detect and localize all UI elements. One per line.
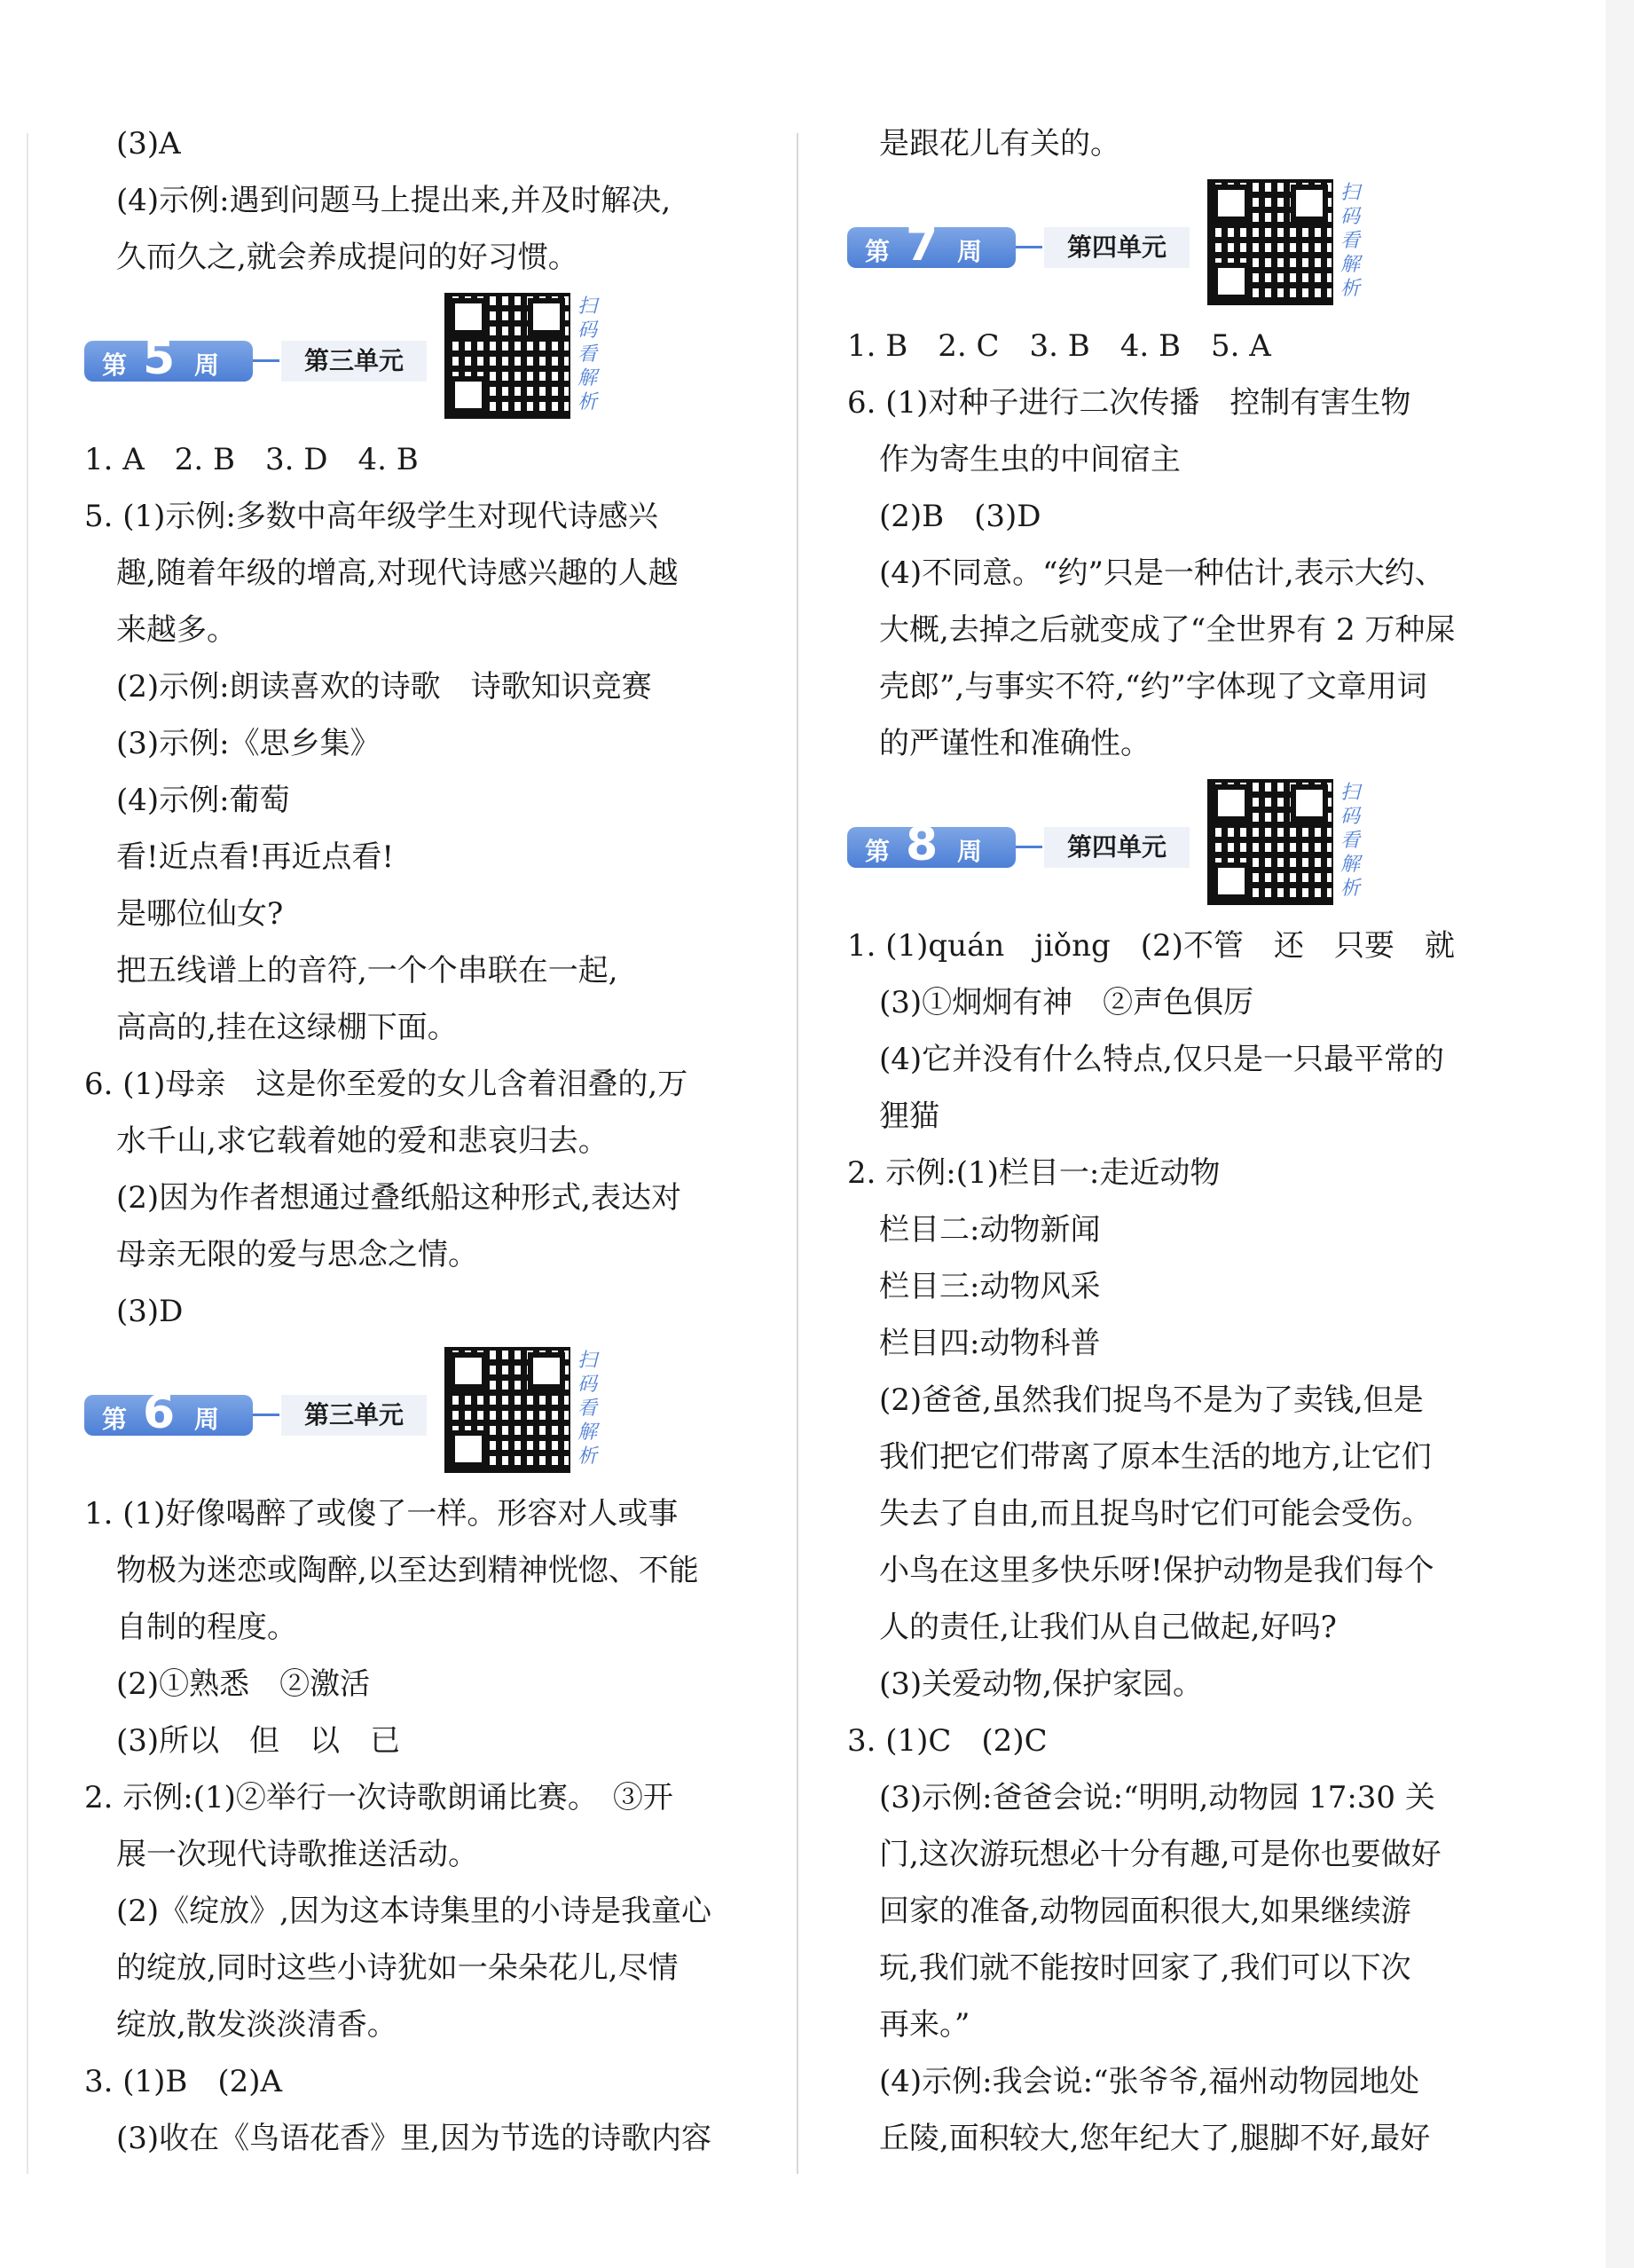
answer-line: 趣,随着年级的增高,对现代诗感兴趣的人越 [116, 555, 679, 591]
answer-line: (3)A [116, 126, 181, 161]
answer-line: (4)示例:我会说:“张爷爷,福州动物园地处 [879, 2064, 1420, 2099]
answer-line: 小鸟在这里多快乐呀!保护动物是我们每个 [879, 1553, 1434, 1588]
answer-line: (4)示例:遇到问题马上提出来,并及时解决, [116, 183, 672, 218]
left-top-lines [84, 115, 741, 286]
answer-line: (4)它并没有什么特点,仅只是一只最平常的 [879, 1042, 1444, 1077]
unit-label: 第三单元 [281, 341, 427, 382]
answer-line: 的绽放,同时这些小诗犹如一朵朵花儿,尽情 [116, 1950, 679, 1986]
answer-line: 2. 示例:(1)②举行一次诗歌朗诵比赛。 ③开 [84, 1780, 673, 1815]
answer-line: 丘陵,面积较大,您年纪大了,腿脚不好,最好 [879, 2121, 1431, 2156]
answer-line: 狸猫 [879, 1099, 939, 1134]
answer-line: 母亲无限的爱与思念之情。 [116, 1237, 478, 1272]
answer-line: (2)①熟悉 ②激活 [116, 1666, 371, 1702]
week-badge [84, 332, 253, 385]
answer-line: 3. (1)B (2)A [84, 2064, 283, 2099]
qr-code-icon[interactable] [1207, 779, 1333, 905]
answer-line: (3)示例:爸爸会说:“明明,动物园 17:30 关 [879, 1780, 1435, 1815]
week-6-answers [84, 1485, 741, 2167]
week-label-di: 第 [102, 1405, 128, 1434]
answer-line: 是跟花儿有关的。 [879, 126, 1120, 161]
qr-code-icon[interactable] [1207, 179, 1333, 305]
answer-line: 水千山,求它载着她的爱和悲哀归去。 [116, 1123, 609, 1159]
answer-line: 1. B 2. C 3. B 4. B 5. A [847, 328, 1271, 364]
badge-connector [1016, 246, 1042, 248]
answer-line: (3)①炯炯有神 ②声色俱厉 [879, 985, 1254, 1020]
answer-line: 看!近点看!再近点看! [116, 839, 394, 875]
answer-line: 是哪位仙女? [116, 896, 284, 932]
answer-line: 作为寄生虫的中间宿主 [879, 442, 1181, 477]
week-8-answers [847, 917, 1521, 2167]
answer-line: 久而久之,就会养成提问的好习惯。 [116, 240, 578, 275]
scan-hint: 扫码看解析 [1340, 782, 1361, 900]
answer-line: 我们把它们带离了原本生活的地方,让它们 [879, 1439, 1432, 1475]
answer-line: (2)《绽放》,因为这本诗集里的小诗是我童心 [116, 1894, 711, 1929]
answer-line: 1. A 2. B 3. D 4. B [84, 442, 419, 477]
answer-line: 6. (1)对种子进行二次传播 控制有害生物 [847, 385, 1411, 421]
unit-label: 第四单元 [1044, 827, 1190, 868]
answer-line: (3)收在《鸟语花香》里,因为节选的诗歌内容 [116, 2121, 711, 2156]
answer-line: 1. (1)quán jiǒng (2)不管 还 只要 就 [847, 928, 1455, 964]
answer-line: (4)不同意。“约”只是一种估计,表示大约、 [879, 555, 1445, 591]
answer-line: 大概,去掉之后就变成了“全世界有 2 万种屎 [879, 612, 1456, 648]
week-label-di: 第 [102, 350, 128, 380]
answer-line: (3)关爱动物,保护家园。 [879, 1666, 1203, 1702]
week-badge [847, 218, 1016, 272]
answer-line: 来越多。 [116, 612, 237, 648]
answer-line: 的严谨性和准确性。 [879, 726, 1151, 761]
answer-line: 玩,我们就不能按时回家了,我们可以下次 [879, 1950, 1411, 1986]
answer-line: 展一次现代诗歌推送活动。 [116, 1837, 478, 1872]
answer-line: 高高的,挂在这绿棚下面。 [116, 1010, 458, 1045]
scan-hint: 扫码看解析 [577, 295, 598, 413]
week-label-di: 第 [865, 837, 891, 866]
column-divider [797, 133, 798, 2174]
week-label-zhou: 周 [957, 237, 983, 266]
week-6-header [84, 1347, 741, 1480]
left-column [84, 115, 741, 2167]
answer-line: 栏目四:动物科普 [879, 1326, 1101, 1361]
badge-connector [1016, 846, 1042, 848]
week-8-header [847, 779, 1521, 912]
week-label-zhou: 周 [194, 1405, 220, 1434]
answer-line: (3)示例:《思乡集》 [116, 726, 381, 761]
answer-line: (2)B (3)D [879, 499, 1041, 534]
week-label-di: 第 [865, 237, 891, 266]
scan-hint: 扫码看解析 [1340, 182, 1361, 300]
answer-line: (3)D [116, 1294, 184, 1329]
answer-line: 3. (1)C (2)C [847, 1723, 1048, 1759]
answer-line: 壳郎”,与事实不符,“约”字体现了文章用词 [879, 669, 1427, 705]
answer-line: 再来。” [879, 2007, 970, 2043]
week-label-zhou: 周 [194, 350, 220, 380]
week-badge [847, 818, 1016, 871]
answer-line: 绽放,散发淡淡清香。 [116, 2007, 397, 2043]
answer-line: 2. 示例:(1)栏目一:走近动物 [847, 1155, 1221, 1191]
week-7-answers [847, 318, 1521, 772]
qr-code-icon[interactable] [444, 293, 570, 419]
answer-line: 失去了自由,而且捉鸟时它们可能会受伤。 [879, 1496, 1432, 1532]
week-5-header [84, 293, 741, 426]
week-number: 5 [143, 332, 176, 385]
answer-line: (2)示例:朗读喜欢的诗歌 诗歌知识竞赛 [116, 669, 652, 705]
answer-line: 回家的准备,动物园面积很大,如果继续游 [879, 1894, 1411, 1929]
week-label-zhou: 周 [957, 837, 983, 866]
right-column [847, 115, 1521, 2167]
answer-line: 栏目三:动物风采 [879, 1269, 1101, 1304]
answer-line: 把五线谱上的音符,一个个串联在一起, [116, 953, 618, 988]
unit-label: 第四单元 [1044, 227, 1190, 268]
week-7-header [847, 179, 1521, 312]
answer-line: 人的责任,让我们从自己做起,好吗? [879, 1610, 1337, 1645]
answer-line: (2)爸爸,虽然我们捉鸟不是为了卖钱,但是 [879, 1382, 1424, 1418]
answer-line: 物极为迷恋或陶醉,以至达到精神恍惚、不能 [116, 1553, 699, 1588]
week-5-answers [84, 431, 741, 1340]
week-badge [84, 1386, 253, 1439]
answer-line: 1. (1)好像喝醉了或傻了一样。形容对人或事 [84, 1496, 679, 1532]
week-number: 7 [906, 218, 939, 272]
right-top-lines [847, 115, 1521, 172]
answer-line: 门,这次游玩想必十分有趣,可是你也要做好 [879, 1837, 1442, 1872]
qr-code-icon[interactable] [444, 1347, 570, 1473]
week-number: 6 [143, 1386, 176, 1439]
answer-line: 6. (1)母亲 这是你至爱的女儿含着泪叠的,万 [84, 1067, 688, 1102]
scan-hint: 扫码看解析 [577, 1350, 598, 1468]
answer-line: 5. (1)示例:多数中高年级学生对现代诗感兴 [84, 499, 658, 534]
left-margin-rule [27, 133, 28, 2174]
badge-connector [253, 359, 279, 362]
answer-line: 自制的程度。 [116, 1610, 297, 1645]
answer-line: (2)因为作者想通过叠纸船这种形式,表达对 [116, 1180, 681, 1216]
unit-label: 第三单元 [281, 1395, 427, 1436]
badge-connector [253, 1414, 279, 1416]
answer-line: 栏目二:动物新闻 [879, 1212, 1101, 1248]
week-number: 8 [906, 818, 939, 871]
answer-line: (4)示例:葡萄 [116, 783, 290, 818]
answer-line: (3)所以 但 以 已 [116, 1723, 401, 1759]
